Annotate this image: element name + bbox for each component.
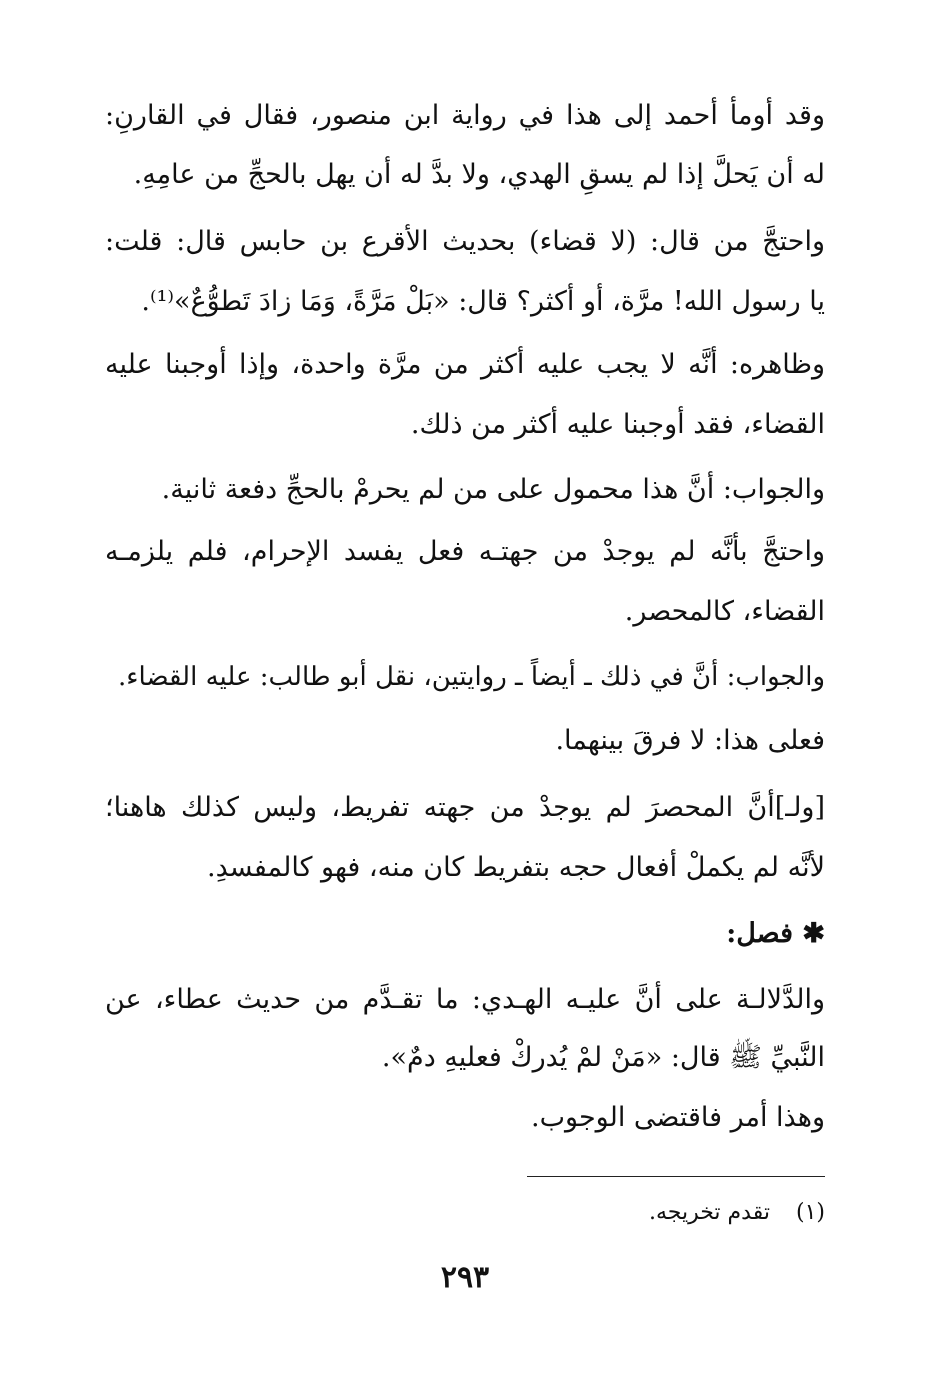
text-line: لأنَّه لم يكملْ أفعال حجه بتفريط كان منه، فهو كالمفسدِ. xyxy=(207,852,825,883)
text-line: والجواب: أنَّ هذا محمول على من لم يحرمْ بالحجِّ دفعة ثانية. xyxy=(161,474,825,505)
text-line: واحتجَّ بأنَّه لم يوجدْ من جهتـه فعل يفسد الإحرام، فلم يلزمـه xyxy=(105,536,825,567)
text-line: له أن يَحلَّ إذا لم يسقِ الهدي، ولا بدَّ له أن يهل بالحجِّ من عامِهِ. xyxy=(133,159,825,190)
text-line: [ولـ]أنَّ المحصرَ لم يوجدْ من جهته تفريط، وليس كذلك هاهنا؛ xyxy=(105,792,825,823)
footnote xyxy=(649,1196,825,1230)
footnote-text: تقدم تخريجه. xyxy=(648,1200,770,1225)
text-line: واحتجَّ من قال: (لا قضاء) بحديث الأقرع بن حابس قال: قلت: xyxy=(105,226,825,257)
text-line: وقد أومأ أحمد إلى هذا في رواية ابن منصور، فقال في القارنِ: xyxy=(105,100,825,131)
text-line: القضاء، فقد أوجبنا عليه أكثر من ذلك. xyxy=(410,409,825,440)
section-heading: ✱ فصل: xyxy=(726,918,825,949)
text-line: القضاء، كالمحصر. xyxy=(624,596,825,627)
text-line: فعلى هذا: لا فرقَ بينهما. xyxy=(555,725,825,756)
footnote-divider xyxy=(527,1176,825,1177)
text-line: والدَّلالـة على أنَّ عليـه الهـدي: ما تقـدَّم من حديث عطاء، عن xyxy=(105,984,825,1015)
text-line: وهذا أمر فاقتضى الوجوب. xyxy=(531,1102,825,1133)
text-line: والجواب: أنَّ في ذلك ـ أيضاً ـ روايتين، نقل أبو طالب: عليه القضاء. xyxy=(118,662,825,692)
page-number: ٢٩٣ xyxy=(440,1260,490,1295)
text-line: النَّبيِّ ﷺ قال: «مَنْ لمْ يُدركْ فعليهِ دمٌ». xyxy=(381,1042,825,1073)
text-line: وظاهره: أنَّه لا يجب عليه أكثر من مرَّة واحدة، وإذا أوجبنا عليه xyxy=(105,349,825,380)
footnote-number: (١) xyxy=(795,1200,825,1225)
text-line: يا رسول الله! مرَّة، أو أكثر؟ قال: «بَلْ مَرَّةً، وَمَا زادَ تَطوُّعٌ»⁽¹⁾. xyxy=(141,286,825,317)
